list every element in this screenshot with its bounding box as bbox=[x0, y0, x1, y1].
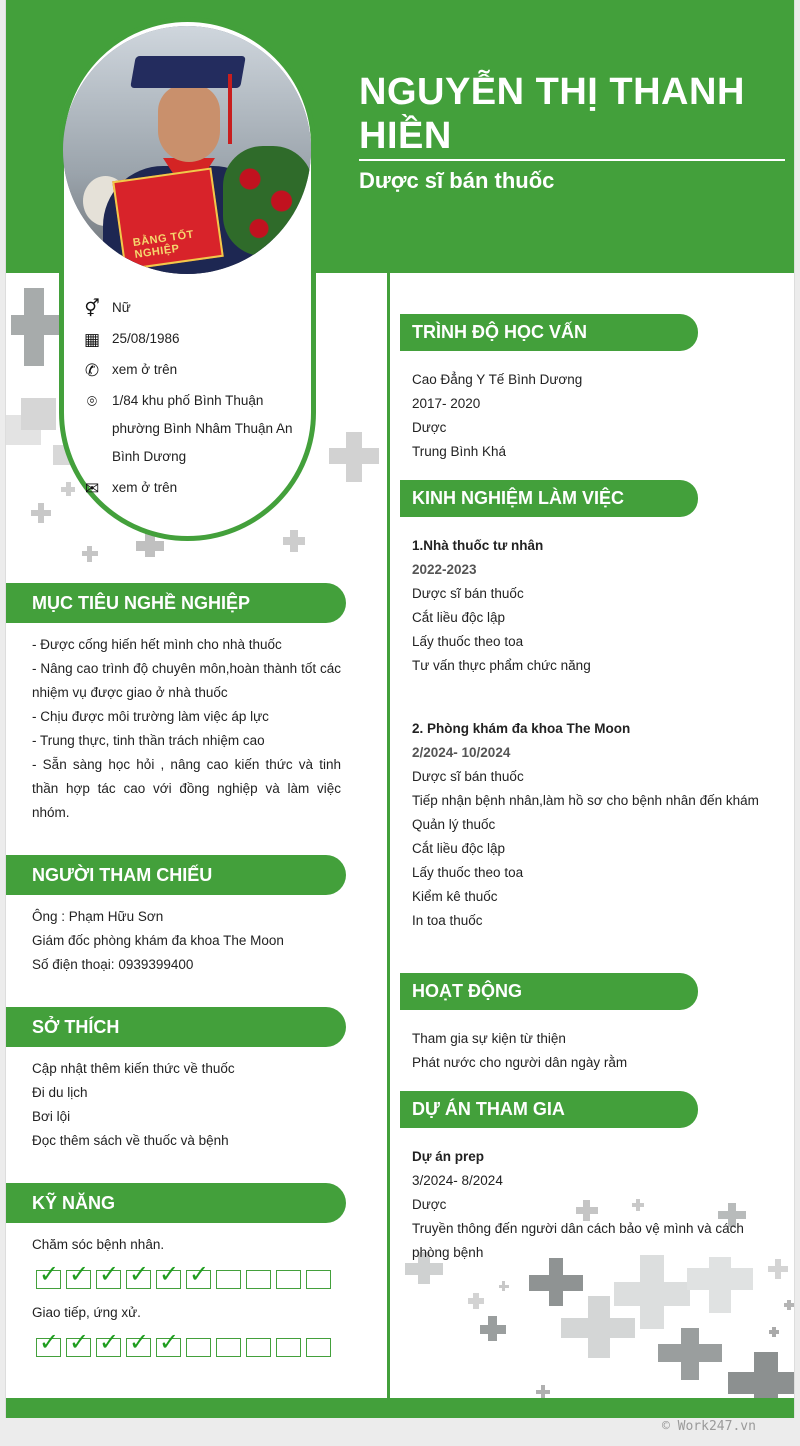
address-line: phường Bình Nhâm Thuận An bbox=[112, 421, 293, 436]
address-line: 1/84 khu phố Bình Thuận bbox=[112, 393, 264, 408]
project-role: Dược bbox=[412, 1197, 447, 1212]
birthday-value: 25/08/1986 bbox=[112, 331, 180, 346]
phone-icon: ✆ bbox=[84, 361, 100, 381]
section-heading-hobbies: SỞ THÍCH bbox=[6, 1007, 346, 1047]
education-text bbox=[412, 368, 762, 464]
skill-box-empty bbox=[216, 1338, 241, 1357]
major: Dược bbox=[412, 420, 447, 435]
list-item: - Chịu được môi trường làm việc áp lực bbox=[32, 709, 269, 724]
mail-icon: ✉ bbox=[84, 479, 100, 499]
list-item: Quản lý thuốc bbox=[412, 817, 496, 832]
contact-info bbox=[82, 294, 302, 502]
credit-watermark: © Work247.vn bbox=[662, 1419, 756, 1434]
skill-name: Giao tiếp, ứng xử. bbox=[32, 1305, 141, 1320]
name-underline bbox=[359, 159, 785, 161]
list-item: In toa thuốc bbox=[412, 913, 483, 928]
list-item: Đọc thêm sách về thuốc và bệnh bbox=[32, 1133, 229, 1148]
experience-job-1 bbox=[412, 534, 760, 678]
skill-box-checked bbox=[66, 1270, 91, 1289]
list-item: - Trung thực, tinh thần trách nhiệm cao bbox=[32, 733, 265, 748]
skill-box-checked bbox=[156, 1338, 181, 1357]
address-line: Bình Dương bbox=[112, 449, 187, 464]
list-item: Tiếp nhận bệnh nhân,làm hồ sơ cho bệnh nhân đến khám bbox=[412, 793, 759, 808]
skill-box-empty bbox=[246, 1338, 271, 1357]
calendar-icon: ▦ bbox=[83, 330, 101, 350]
list-item: Cập nhật thêm kiến thức về thuốc bbox=[32, 1061, 235, 1076]
cv-page bbox=[5, 0, 795, 1418]
skill-box-checked bbox=[156, 1270, 181, 1289]
location-icon: ⌾ bbox=[86, 392, 98, 412]
job-title: Dược sĩ bán thuốc bbox=[359, 168, 555, 193]
list-item: Kiểm kê thuốc bbox=[412, 889, 498, 904]
company: 2. Phòng khám đa khoa The Moon bbox=[412, 721, 631, 736]
section-heading-reference: NGƯỜI THAM CHIẾU bbox=[6, 855, 346, 895]
footer-band bbox=[6, 1398, 795, 1418]
years: 2017- 2020 bbox=[412, 396, 481, 411]
skill-box-checked bbox=[96, 1338, 121, 1357]
skill-rating bbox=[36, 1338, 331, 1357]
gender-value: Nữ bbox=[112, 300, 131, 315]
company: 1.Nhà thuốc tư nhân bbox=[412, 538, 544, 553]
skill-box-empty bbox=[246, 1270, 271, 1289]
list-item: - Sẵn sàng học hỏi , nâng cao kiến thức và tinh thần hợp tác cao với đồng nghiệp và làm việc nhóm. bbox=[32, 757, 341, 820]
contact-email bbox=[82, 474, 302, 502]
skill-name: Chăm sóc bệnh nhân. bbox=[32, 1237, 165, 1252]
section-heading-experience: KINH NGHIỆM LÀM VIỆC bbox=[400, 480, 698, 517]
projects-text bbox=[412, 1145, 762, 1265]
skill-box-checked bbox=[96, 1270, 121, 1289]
contact-phone bbox=[82, 356, 302, 384]
period: 2022-2023 bbox=[412, 562, 477, 577]
skill-box-checked bbox=[186, 1270, 211, 1289]
hobbies-text bbox=[32, 1057, 352, 1153]
list-item: Dược sĩ bán thuốc bbox=[412, 769, 524, 784]
list-item: - Nâng cao trình độ chuyên môn,hoàn thành tốt các nhiệm vụ được giao ở nhà thuốc bbox=[32, 661, 341, 700]
section-heading-education: TRÌNH ĐỘ HỌC VẤN bbox=[400, 314, 698, 351]
list-item: Số điện thoại: 0939399400 bbox=[32, 957, 194, 972]
activities-text bbox=[412, 1027, 762, 1075]
skill-box-checked bbox=[126, 1338, 151, 1357]
section-heading-skills: KỸ NĂNG bbox=[6, 1183, 346, 1223]
skill-rating bbox=[36, 1270, 331, 1289]
diploma-text: BẰNG TỐT NGHIỆP bbox=[132, 228, 195, 261]
list-item: Lấy thuốc theo toa bbox=[412, 634, 524, 649]
email-value: xem ở trên bbox=[112, 480, 178, 495]
experience-job-2 bbox=[412, 717, 760, 933]
skill-box-empty bbox=[306, 1270, 331, 1289]
project-description: Truyền thông đến người dân cách bảo vệ mình và cách phòng bệnh bbox=[412, 1221, 744, 1260]
list-item: Đi du lịch bbox=[32, 1085, 88, 1100]
list-item: Giám đốc phòng khám đa khoa The Moon bbox=[32, 933, 284, 948]
list-item: Cắt liều độc lập bbox=[412, 610, 506, 625]
project-name: Dự án prep bbox=[412, 1149, 485, 1164]
section-heading-projects: DỰ ÁN THAM GIA bbox=[400, 1091, 698, 1128]
profile-photo bbox=[63, 26, 311, 274]
skill-box-checked bbox=[36, 1338, 61, 1357]
list-item: Cắt liều độc lập bbox=[412, 841, 506, 856]
skill-box-empty bbox=[276, 1338, 301, 1357]
grade: Trung Bình Khá bbox=[412, 444, 507, 459]
list-item: Phát nước cho người dân ngày rằm bbox=[412, 1055, 628, 1070]
skill-box-empty bbox=[216, 1270, 241, 1289]
list-item: Lấy thuốc theo toa bbox=[412, 865, 524, 880]
skill-box-empty bbox=[186, 1338, 211, 1357]
project-period: 3/2024- 8/2024 bbox=[412, 1173, 503, 1188]
contact-birthday bbox=[82, 325, 302, 353]
candidate-name: NGUYỄN THỊ THANH HIỀN bbox=[359, 71, 745, 157]
reference-text bbox=[32, 905, 352, 977]
skill-box-checked bbox=[36, 1270, 61, 1289]
contact-address bbox=[82, 387, 302, 471]
skill-box-checked bbox=[126, 1270, 151, 1289]
skill-box-checked bbox=[66, 1338, 91, 1357]
list-item: Tham gia sự kiện từ thiện bbox=[412, 1031, 566, 1046]
list-item: Bơi lội bbox=[32, 1109, 71, 1124]
column-divider bbox=[387, 273, 390, 1398]
phone-value: xem ở trên bbox=[112, 362, 178, 377]
skill-box-empty bbox=[276, 1270, 301, 1289]
section-heading-activities: HOẠT ĐỘNG bbox=[400, 973, 698, 1010]
gender-icon: ⚥ bbox=[84, 299, 100, 319]
list-item: Dược sĩ bán thuốc bbox=[412, 586, 524, 601]
period: 2/2024- 10/2024 bbox=[412, 745, 511, 760]
school: Cao Đẳng Y Tế Bình Dương bbox=[412, 372, 583, 387]
list-item: - Được cống hiến hết mình cho nhà thuốc bbox=[32, 637, 282, 652]
objective-text bbox=[32, 633, 341, 825]
list-item: Ông : Phạm Hữu Sơn bbox=[32, 909, 164, 924]
section-heading-objective: MỤC TIÊU NGHỀ NGHIỆP bbox=[6, 583, 346, 623]
list-item: Tư vấn thực phẩm chức năng bbox=[412, 658, 591, 673]
contact-gender bbox=[82, 294, 302, 322]
skill-box-empty bbox=[306, 1338, 331, 1357]
